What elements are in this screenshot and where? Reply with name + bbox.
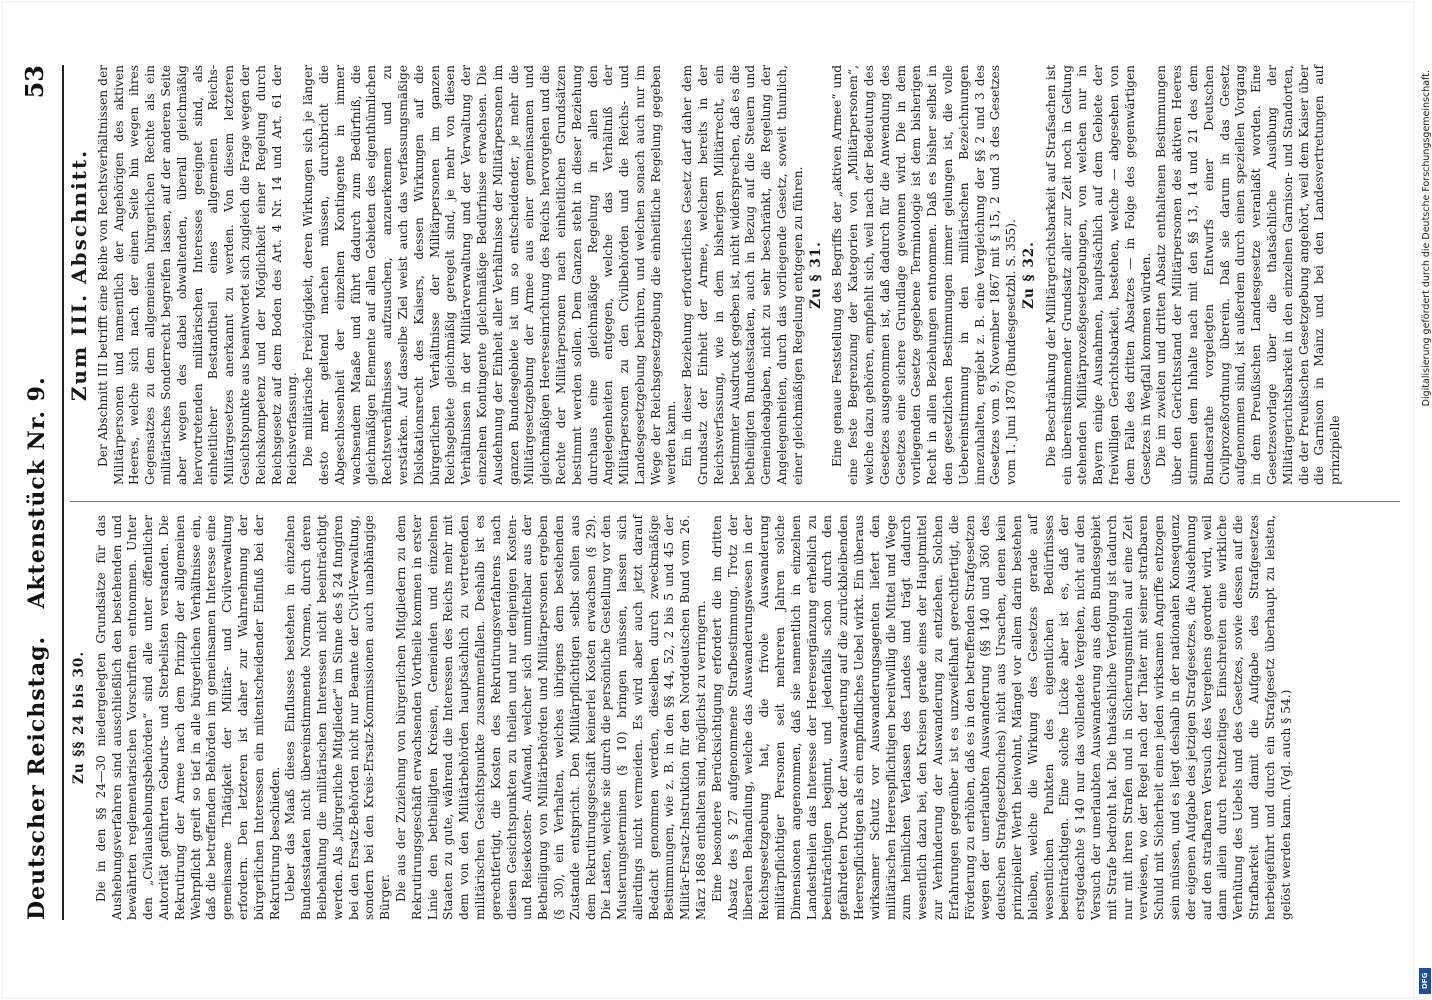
left-paragraph-3: Die aus der Zuziehung von bürgerlichen Mitgliedern zu dem Rekrutirungsgeschäft erwachsenden Vortheile kommen in erster Linie den betheiligten Kreisen, Gemeinden und einzelnen Staaten zu gute, während die Interessen des Reichs mehr mit dem von den Militärbehörden hauptsächlich zu vertretenden militärischen Gesichtspunkte zusammenfallen. Deshalb ist es gerechtfertigt, die Kosten des Rekrutirungsverfahrens nach diesen Gesichtspunkten zu theilen und nur denjenigen Kosten- und Reisekosten- Aufwand, welcher sich unmittelbar aus der Betheiligung von Militärbehörden und Militärpersonen ergeben (§ 30), ein Verhalten, welches übrigens dem bestehenden Zustande entspricht. Den Militärpflichtigen selbst sollen aus dem Rekrutirungsgeschäft keinerlei Kosten erwachsen (§ 29). Die Lasten, welche sie durch die persönliche Gestellung vor den Musterungsterminen (§ 10) bringen müssen, lassen sich allerdings nicht vermeiden. Es wird aber auch jetzt darauf Bedacht genommen werden, dieselben durch zweckmäßige Bestimmungen, wie z. B. in den §§ 44, 52, 2 bis 5 und 45 der Militär-Ersatz-Instruktion für den Norddeutschen Bund vom 26. März 1868 enthalten sind, möglichst zu verringern. xyxy=(393,515,709,920)
subheading-section-32: Zu § 32. xyxy=(1021,241,1038,309)
right-paragraph-3: Ein in dieser Beziehung erforderliches Gesetz darf daher dem Grundsatz der Einheit der Armee, welchem bereits in der Reichsverfassung, wie in dem bisherigen Militärrecht, ein bestimmter Ausdruck gegeben ist, nicht widersprechen, daß es die betheiligten Bundesstaaten, auch in Bezug auf die Steuern und Gemeindeabgaben, nicht zu sehr beschränkt, die Regelung der Angelegenheiten, durch das vorliegende Gesetz, soweit thunlich, einer gleichmäßigen Regelung entgegen zu führen. xyxy=(680,65,805,485)
right-paragraph-6: Die im zweiten und dritten Absatz enthaltenen Bestimmungen über den Gerichtsstand der Militärpersonen des aktiven Heeres stimmen dem Inhalte nach mit den §§ 13, 14 und 21 des dem Bundesrathe vorgelegten Entwurfs einer Deutschen Civilprozeßordnung überein. Daß sie darum in das Gesetz aufgenommen sind, ist außerdem durch einen speziellen Vorgang in dem Preußischen Landesgesetze veranlaßt worden. Eine Gesetzesvorlage über die thatsächliche Ausübung der Militärgerichtsbarkeit in den einzelnen Garnison- und Standorten, die der Preußischen Gesetzgebung angehört, weil dem Kaiser über die Garnison in Mainz und bei den Landesvertretungen auf prinzipielle xyxy=(1154,65,1343,485)
left-column xyxy=(70,515,1410,920)
right-paragraph-5: Die Beschränkung der Militärgerichtsbarkeit auf Strafsachen ist ein übereinstimmender Grundsatz aller zur Zeit noch in Geltung stehenden Militärprozeßgesetzgebungen, von welchen nur in Bayern einige Ausnahmen, hauptsächlich auf dem Gebiete der freiwilligen Gerichtsbarkeit, bestehen, welche — abgesehen von dem Falle des dritten Absatzes — in Folge des gegenwärtigen Gesetzes in Wegfall kommen würden. xyxy=(1043,65,1153,485)
header-center-title: Aktenstück Nr. 9. xyxy=(24,376,50,609)
digitization-note-text: Digitalisierung gefördert durch die Deutsche Forschungsgemeinschaft. xyxy=(1421,70,1432,407)
right-paragraph-4: Eine genaue Feststellung des Begriffs der „aktiven Armee“ und eine feste Begrenzung der Kategorien von „Militärpersonen“, welche dazu gehören, empfiehlt sich, weil nach der Bedeutung des Gesetzes ausgenommen ist, daß dadurch für die Anwendung des Gesetzes eine sichere Grundlage gewonnen wird. Die in dem vorliegenden Gesetze gegebene Terminologie ist dem bisherigen Recht in allen Beziehungen entnommen. Daß es bisher selbst in den gesetzlichen Bestimmungen immer gelungen ist, die volle Uebereinstimmung in den militärischen Bezeichnungen innezuhalten, ergiebt z. B. eine Vergleichung der §§ 2 und 3 des Gesetzes vom 9. November 1867 mit § 15, 2 und 3 des Gesetzes vom 1. Juni 1870 (Bundesgesetzbl. S. 355). xyxy=(830,65,1019,485)
section-heading: Zum III. Abschnitt. xyxy=(67,148,91,402)
subheading-section-31: Zu § 31. xyxy=(807,241,824,309)
left-paragraph-2: Ueber das Maaß dieses Einflusses bestehen in einzelnen Bundesstaaten nicht übereinstimmende Normen, durch deren Beibehaltung die militärischen Interessen nicht beeinträchtigt werden. Als „bürgerliche Mitglieder“ im Sinne des § 24 fungiren bei den Ersatz-Behörden nicht nur Beamte der Civil-Verwaltung, sondern bei den Kreis-Ersatz-Kommissionen auch unabhängige Bürger. xyxy=(283,515,393,920)
header-rule xyxy=(62,65,64,920)
right-column xyxy=(67,65,1410,485)
digitization-note xyxy=(1418,0,1432,1000)
right-paragraph-2: Die militärische Freizügigkeit, deren Wirkungen sich je länger desto mehr geltend machen müssen, durchbricht die Abgeschlossenheit der einzelnen Kontingente in immer wachsendem Maaße und führt dadurch zum Bedürfniß, die gleichmäßigen Elemente auf allen Gebieten des eigenthümlichen Rechtsverhältnisses aufzusuchen, anzuerkennen und zu verstärken. Auf dasselbe Ziel weist auch das verfassungsmäßige Dislokationsrecht des Kaisers, dessen Wirkungen auf die bürgerlichen Verhältnisse der Militärpersonen im ganzen Reichsgebiete gleichmäßig geregelt sind, je mehr von diesen Verhältnissen in der Militärverwaltung und der Verwaltung der einzelnen Kontingente gleichmäßige Bedürfnisse erwachsen. Die Ausdehnung der Einheit aller Verhältnisse der Militärpersonen im ganzen Bundesgebiete ist um so entscheidender, je mehr die Militärgesetzgebung der Armee aus einer gemeinsamen und gleichmäßigen Heereseinrichtung des Reichs hervorgehen und die Rechte der Militärpersonen nach einheitlichen Grundsätzen bestimmt werden sollen. Dem Ganzen steht in dieser Beziehung durchaus eine gleichmäßige Regelung in allen den Angelegenheiten entgegen, welche das Verhältniß der Militärpersonen zu den Civilbehörden und die Reichs- und Landesgesetzgebung berühren, und welchen sonach auch nur im Wege der Reichsgesetzgebung die einheitliche Regelung gegeben werden kann. xyxy=(301,65,679,485)
left-paragraph-1: Die in den §§ 24—30 niedergelegten Grundsätze für das Aushebungsverfahren sind ausschließlich den bestehenden und bewährten reglementarischen Vorschriften entnommen. Unter den „Civilaushebungsbehörden“ sind alle unter öffentlicher Autorität geführten Geburts- und Sterbelisten verstanden. Die Rekrutirung der Armee nach dem Prinzip der allgemeinen Wehrpflicht greift so tief in alle bürgerlichen Verhältnisse ein, daß die betreffenden Behörden im gemeinsamen Interesse eine gemeinsame Thätigkeit der Militär- und Civilverwaltung erfordern. Den letzteren ist daher zur Wahrnehmung der bürgerlichen Interessen ein mitentscheidender Einfluß bei der Rekrutirung beschieden. xyxy=(93,515,282,920)
page-number: 53 xyxy=(20,65,49,99)
column-divider xyxy=(70,501,1400,502)
dfg-logo: DFG xyxy=(1419,968,1431,994)
left-column-heading: Zu §§ 24 bis 30. xyxy=(71,650,87,785)
header-left-title: Deutscher Reichstag. xyxy=(24,635,50,920)
left-paragraph-4: Eine besondere Berücksichtigung erfordert die im dritten Absatz des § 27 aufgenommene Strafbestimmung. Trotz der liberalen Behandlung, welche das Auswanderungswesen in der Reichsgesetzgebung hat, die frivole Auswanderung militärpflichtiger Personen seit mehreren Jahren solche Dimensionen angenommen, daß sie namentlich in einzelnen Landestheilen das Interesse der Heeresergänzung erheblich zu beeinträchtigen beginnt, und jedenfalls schon durch den gefährdeten Druck der Auswanderung auf die zurückbleibenden Heerespflichtigen als ein empfindliches Uebel wirkt. Ein überaus wirksamer Schutz vor Auswanderungsagenten liefert den militärischen Heerespflichtigen bereitwillig die Mittel und Wege zum heimlichen Verlassen des Landes und trägt dadurch wesentlich dazu bei, den Kreisen gerade eines der Hauptmittel zur Verhinderung der Auswanderung zu entziehen. Solchen Erfahrungen gegenüber ist es unzweifelhaft gerechtfertigt, die Förderung zu erhöhen, daß es in den betreffenden Strafgesetzen wegen der unerlaubten Auswanderung (§§ 140 und 360 des deutschen Strafgesetzbuches) nicht aus Ursachen, denen kein prinzipieller Werth beiwohnt, Mängel vor allem darin bestehen bleiben, welche die Wirkung des Gesetzes gerade auf wesentlichen Punkten des eigentlichen Bedürfnisses beeinträchtigen. Eine solche Lücke aber ist es, daß der erstgedachte § 140 nur das vollendete Vergehen, nicht auf den Versuch der unerlaubten Auswanderung aus dem Bundesgebiet mit Strafe bedroht hat. Die thatsächliche Verfolgung ist dadurch nur mit ihren Strafen und in Sicherungsmitteln auf eine Zeit verwiesen, wo der Regel nach der Thäter mit seiner strafbaren Schuld mit Sicherheit einen jeden wirksamen Angriffe entzogen sein müssen, und es liegt deshalb in der nationalen Konsequenz der eigenen Aufgabe des jetzigen Strafgesetzes, die Ausdehnung auf den strafbaren Versuch des Vergehens geordnet wird, weil dann allein durch rechtzeitiges Einschreiten eine wirkliche Verhütung des Uebels und des Gesetzes, sowie dessen auf die Strafbarkeit und damit die Aufgabe des Strafgesetzes herbeigeführt und durch ein Strafgesetz überhaupt zu leisten, gelöst werden kann. (Vgl. auch § 54.) xyxy=(709,515,1293,920)
page-header xyxy=(18,65,58,920)
right-paragraph-1: Der Abschnitt III betrifft eine Reihe von Rechtsverhältnissen der Militärpersonen und namentlich der Angehörigen des aktiven Heeres, welche sich nach der einen Seite hin wegen ihres Gegensatzes zu dem allgemeinen bürgerlichen Rechte als ein militärisches Sonderrecht begreifen lassen, auf der anderen Seite aber wegen des dabei obwaltenden, überall gleichmäßig hervortretenden militärischen Interesses geeignet sind, als einheitlicher Bestandtheil eines allgemeinen Reichs-Militärgesetzes anerkannt zu werden. Von diesem letzteren Gesichtspunkte aus beantwortet sich zugleich die Frage wegen der Reichskompetenz und der Möglichkeit einer Regelung durch Reichsgesetz auf dem Boden des Art. 4 Nr. 14 und Art. 61 der Reichsverfassung. xyxy=(95,65,300,485)
